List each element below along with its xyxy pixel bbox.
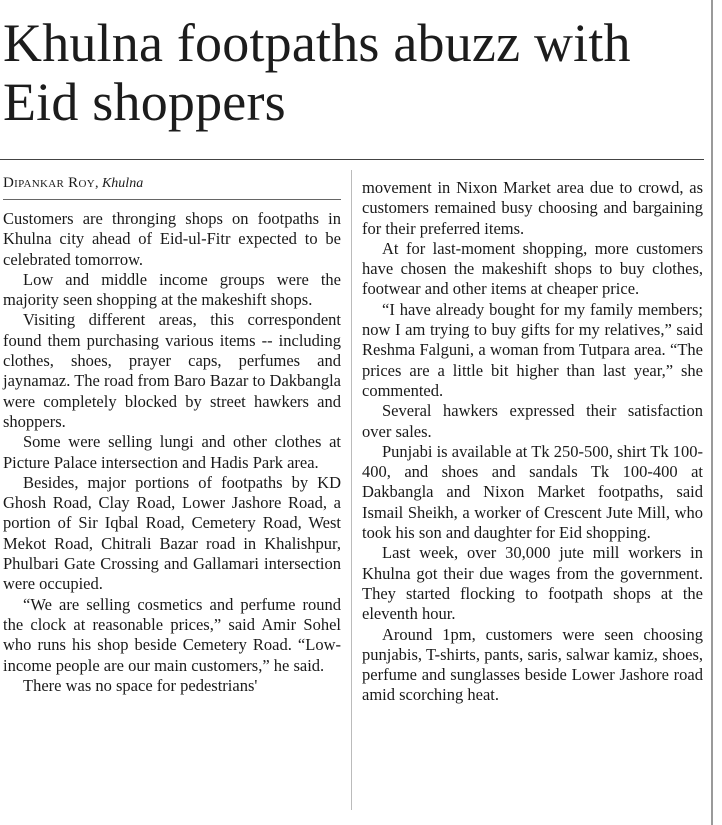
article-column-2: [362, 178, 703, 706]
headline: Khulna footpaths abuzz with Eid shoppers: [3, 13, 631, 132]
headline-divider: [0, 159, 704, 160]
paragraph: Last week, over 30,000 jute mill workers in Khulna got their due wages from the government. They started flocking to footpath shops at the eleventh hour.: [362, 543, 703, 624]
paragraph: “We are selling cosmetics and perfume round the clock at reasonable prices,” said Amir Sohel who runs his shop beside Cemetery Road. “Low-income people are our main customers,” he said.: [3, 594, 341, 675]
paragraph: “I have already bought for my family members; now I am trying to buy gifts for my relatives,” said Reshma Falguni, a woman from Tutpara area. “The prices are a little bit higher than last year,” she commented.: [362, 299, 703, 400]
byline-divider: [3, 199, 341, 200]
paragraph: Several hawkers expressed their satisfaction over sales.: [362, 401, 703, 441]
column-divider: [351, 170, 352, 810]
paragraph: Punjabi is available at Tk 250-500, shirt Tk 100-400, and shoes and sandals Tk 100-400 at Dakbangla and Nixon Market footpaths, said Ismail Sheikh, a worker of Crescent Jute Mill, who took his son and daughter for Eid shopping.: [362, 441, 703, 543]
paragraph: There was no space for pedestrians': [23, 675, 258, 695]
paragraph: Visiting different areas, this correspondent found them purchasing various items -- including clothes, shoes, prayer caps, perfumes and jaynamaz. The road from Baro Bazar to Dakbangla were completely blocked by street hawkers and shoppers.: [3, 310, 341, 431]
article-column-1: [3, 209, 341, 696]
page-edge-rule: [711, 0, 713, 825]
byline-separator: ,: [94, 176, 102, 191]
paragraph: Around 1pm, customers were seen choosing punjabis, T-shirts, pants, saris, salwar kamiz, shoes, perfume and sunglasses beside Lower Jashore road amid scorching heat.: [362, 624, 703, 705]
paragraph: movement in Nixon Market area due to crowd, as customers remained busy choosing and bargaining for their preferred items.: [362, 178, 703, 238]
byline-location: Khulna: [101, 176, 144, 191]
byline: [3, 174, 143, 193]
byline-author: Dipankar Roy: [3, 175, 95, 191]
paragraph: Besides, major portions of footpaths by KD Ghosh Road, Clay Road, Lower Jashore Road, a portion of Sir Iqbal Road, Cemetery Road, West Mekot Road, Chitrali Bazar road in Khalishpur, Phulbari Gate Crossing and Gallamari intersection were occupied.: [3, 472, 341, 594]
paragraph: Customers are thronging shops on footpaths in Khulna city ahead of Eid-ul-Fitr expected to be celebrated tomorrow.: [3, 209, 341, 269]
paragraph: Some were selling lungi and other clothes at Picture Palace intersection and Hadis Park area.: [3, 432, 341, 472]
paragraph: Low and middle income groups were the majority seen shopping at the makeshift shops.: [3, 269, 341, 310]
paragraph: At for last-moment shopping, more customers have chosen the makeshift shops to buy clothes, footwear and other items at cheaper price.: [362, 238, 703, 299]
